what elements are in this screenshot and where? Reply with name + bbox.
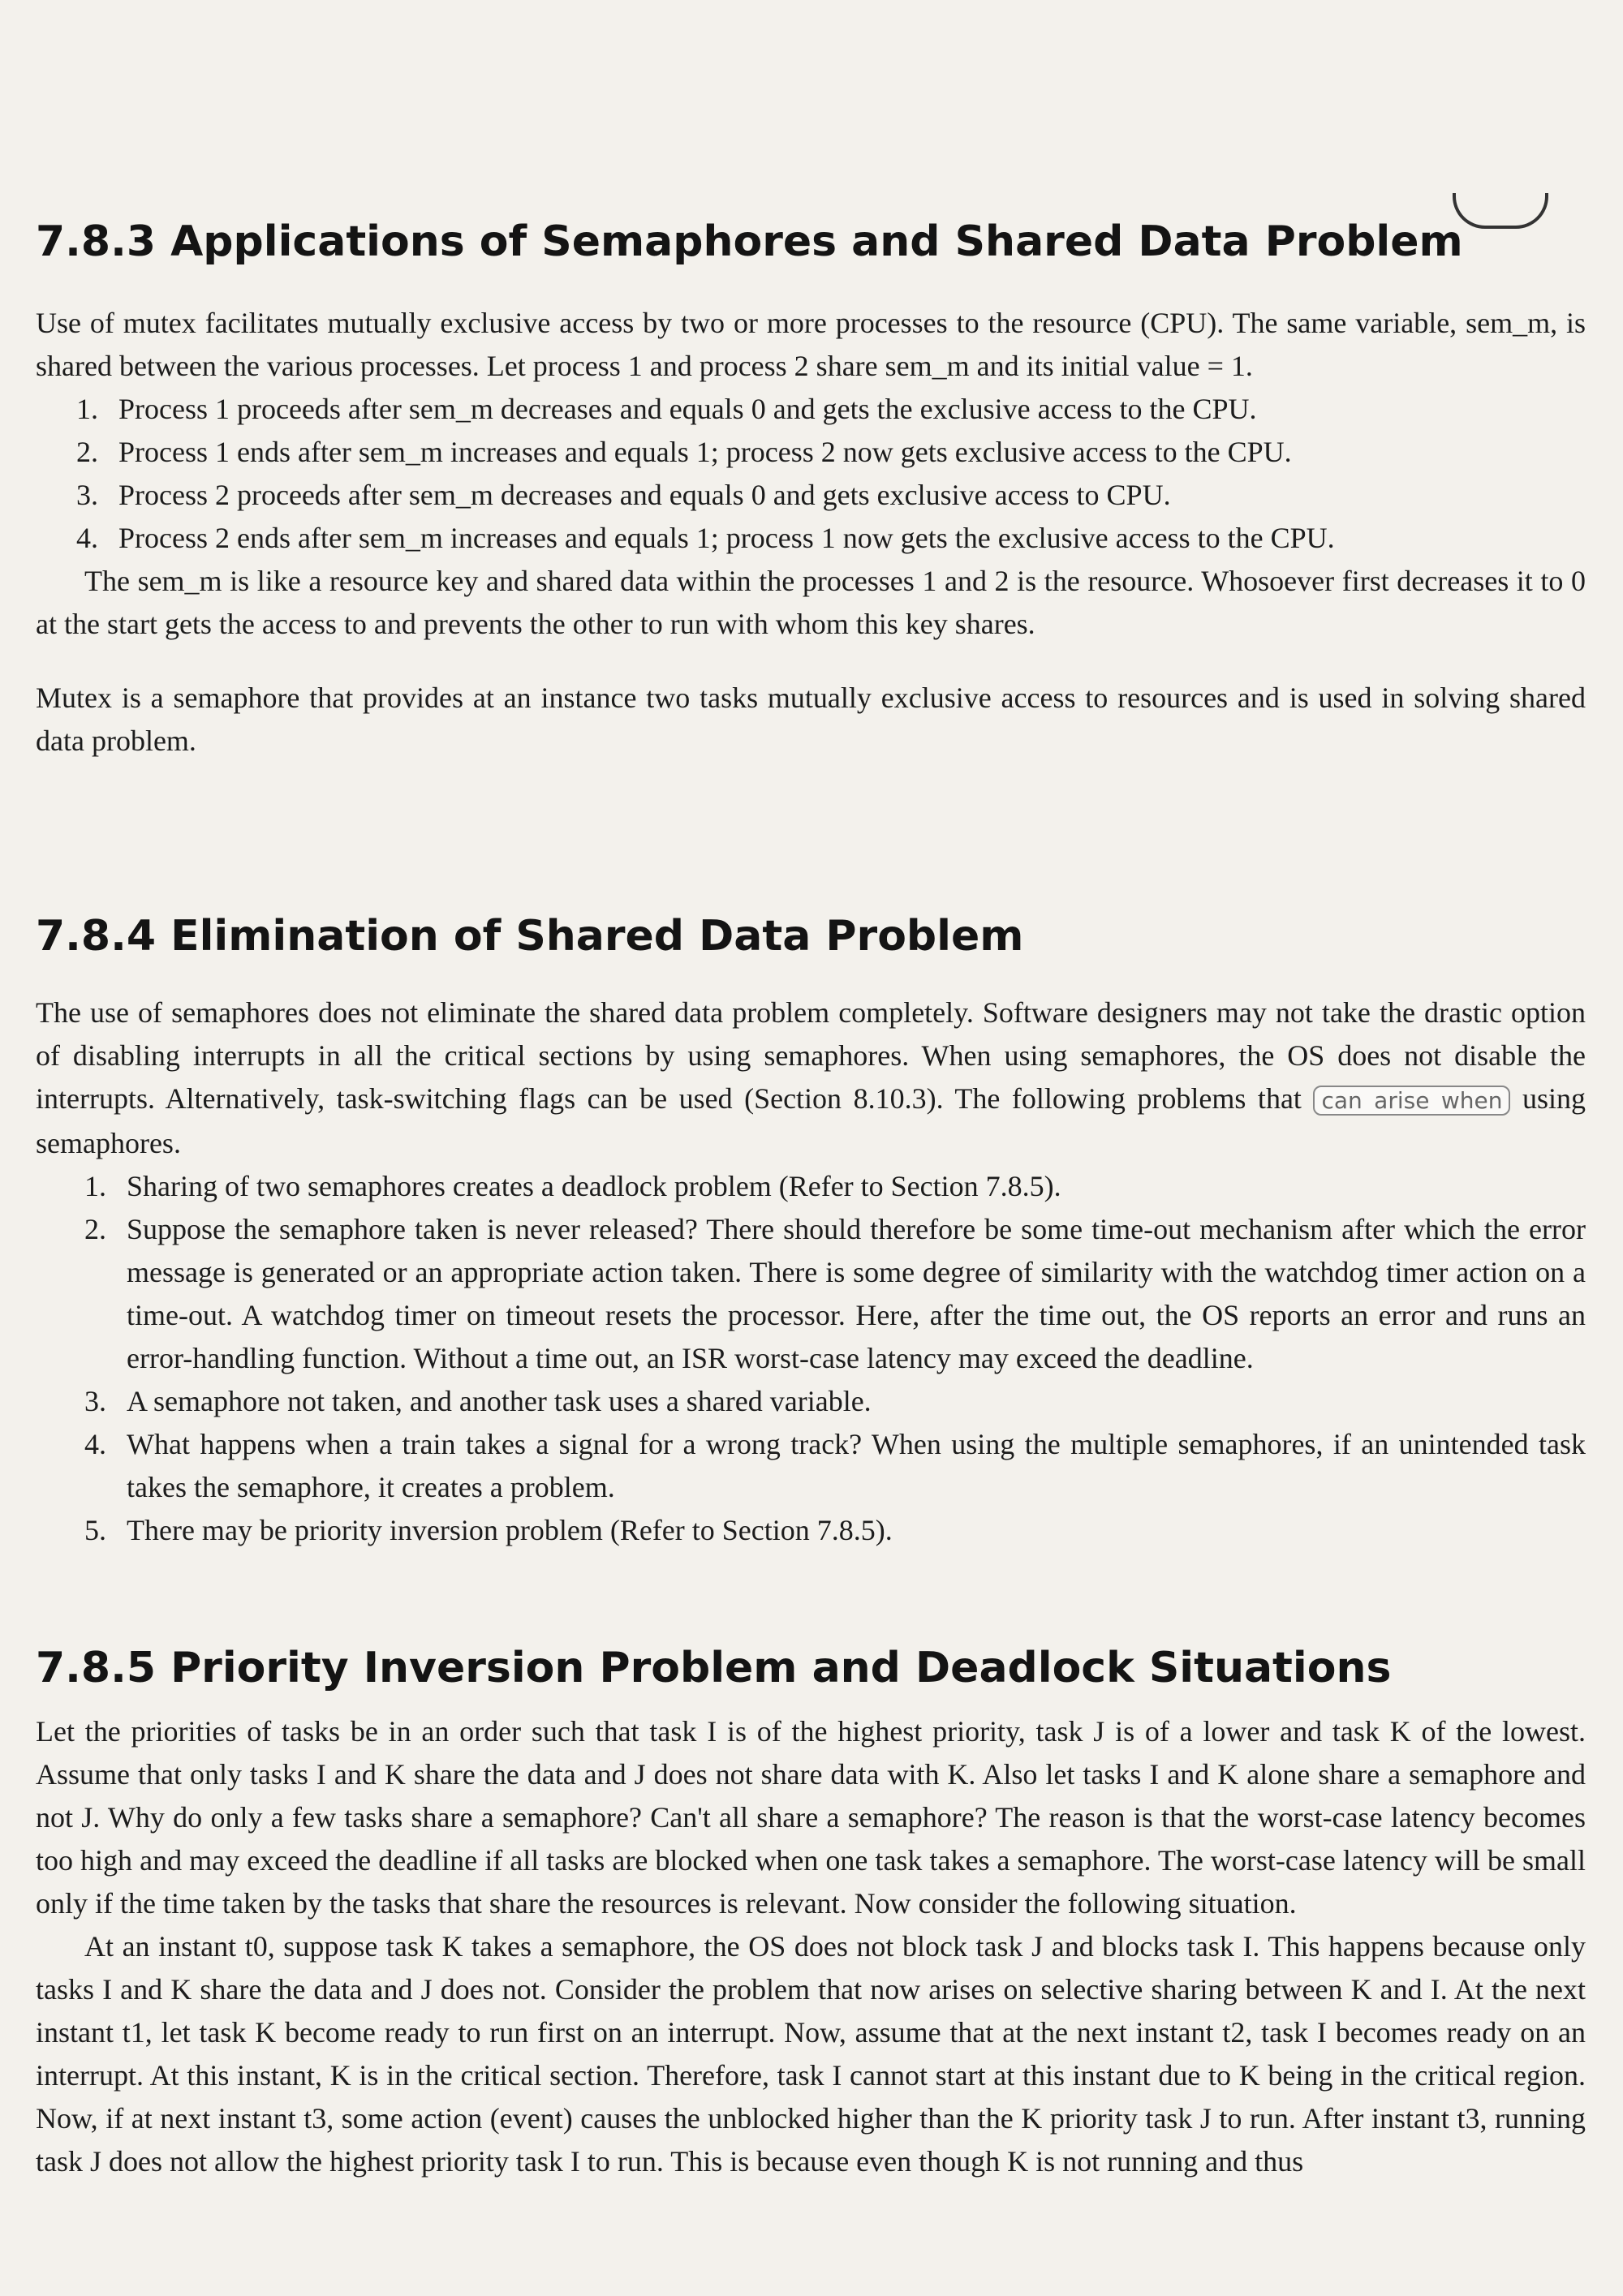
list-item: 2. Process 1 ends after sem_m increases and equals 1; process 2 now gets exclusive access to the CPU. (76, 436, 1292, 468)
page-corner-mark (1453, 193, 1548, 229)
list-item: 3. Process 2 proceeds after sem_m decreases and equals 0 and gets exclusive access to CPU. (76, 479, 1171, 511)
intro-paragraph: The use of semaphores does not eliminate the shared data problem completely. Software designers may not take the drastic option of disabling interrupts in all the critical sections by using semaphores. When using semaphores, the OS does not disable the interrupts. Alternatively, task-switching flags can be used (Section 8.10.3). The following problems that can arise when using semaphores. (36, 996, 1586, 1159)
mutex-note: Mutex is a semaphore that provides at an instance two tasks mutually exclusive access to resources and is used in solving shared data problem. (36, 681, 1586, 757)
section-7-8-4-heading (36, 912, 1024, 961)
section-7-8-5-heading (36, 1644, 1392, 1692)
section-7-8-3-heading (36, 217, 1463, 266)
section-7-8-3-body (36, 302, 1586, 763)
resource-key-paragraph: The sem_m is like a resource key and shared data within the processes 1 and 2 is the resource. Whosoever first decreases it to 0 at the start gets the access to and prevents the other to run with whom this key shares. (36, 565, 1586, 640)
list-item: 3. A semaphore not taken, and another task uses a shared variable. (84, 1385, 872, 1417)
section-7-8-4-body (36, 991, 1586, 1552)
problems-list (84, 1165, 1586, 1552)
section-title: Elimination of Shared Data Problem (170, 912, 1024, 961)
instant-paragraph: At an instant t0, suppose task K takes a semaphore, the OS does not block task J and blocks task I. This happens because only tasks I and K share the data and J does not. Consider the problem that now arises on selective sharing between K and I. At the next instant t1, let task K become ready to run first on an interrupt. Now, assume that at the next instant t2, task I becomes ready on an interrupt. At this instant, K is in the critical section. Therefore, task I cannot start at this instant due to K being in the critical region. Now, if at next instant t3, some action (event) causes the unblocked higher than the K priority task J to run. After instant t3, running task J does not allow the highest priority task I to run. This is because even though K is not running and thus (36, 1930, 1586, 2178)
list-item: 1. Process 1 proceeds after sem_m decreases and equals 0 and gets the exclusive access to the CPU. (76, 393, 1257, 425)
list-item: 5. There may be priority inversion problem (Refer to Section 7.8.5). (84, 1514, 893, 1546)
list-item: 2. Suppose the semaphore taken is never released? There should therefore be some time-out mechanism after which the error message is generated or an appropriate action taken. There is some degree of similarity with the watchdog timer action on a time-out. A watchdog timer on timeout resets the processor. Here, after the time out, the OS reports an error and runs an error-handling function. Without a time out, an ISR worst-case latency may exceed the deadline. (84, 1213, 1586, 1374)
process-steps-list (76, 388, 1586, 560)
section-7-8-5-body (36, 1710, 1586, 2183)
intro-paragraph: Use of mutex facilitates mutually exclusive access by two or more processes to the resource (CPU). The same variable, sem_m, is shared between the various processes. Let process 1 and process 2 share sem_m and its initial value = 1. (36, 307, 1586, 382)
section-number: 7.8.3 (36, 217, 157, 266)
section-title: Priority Inversion Problem and Deadlock Situations (170, 1644, 1392, 1692)
section-title: Applications of Semaphores and Shared Data Problem (170, 217, 1463, 266)
watermark-label: can arise when (1313, 1086, 1510, 1116)
list-item: 4. What happens when a train takes a signal for a wrong track? When using the multiple semaphores, if an unintended task takes the semaphore, it creates a problem. (84, 1428, 1586, 1503)
list-item: 4. Process 2 ends after sem_m increases and equals 1; process 1 now gets the exclusive access to the CPU. (76, 522, 1335, 554)
section-number: 7.8.4 (36, 912, 157, 961)
section-number: 7.8.5 (36, 1644, 157, 1692)
priorities-paragraph: Let the priorities of tasks be in an order such that task I is of the highest priority, task J is of a lower and task K of the lowest. Assume that only tasks I and K share the data and J does not share data with K. Also let tasks I and K alone share a semaphore and not J. Why do only a few tasks share a semaphore? Can't all share a semaphore? The reason is that the worst-case latency becomes too high and may exceed the deadline if all tasks are blocked when one task takes a semaphore. The worst-case latency will be small only if the time taken by the tasks that share the resources is relevant. Now consider the following situation. (36, 1715, 1586, 1920)
list-item: 1. Sharing of two semaphores creates a deadlock problem (Refer to Section 7.8.5). (84, 1170, 1061, 1202)
